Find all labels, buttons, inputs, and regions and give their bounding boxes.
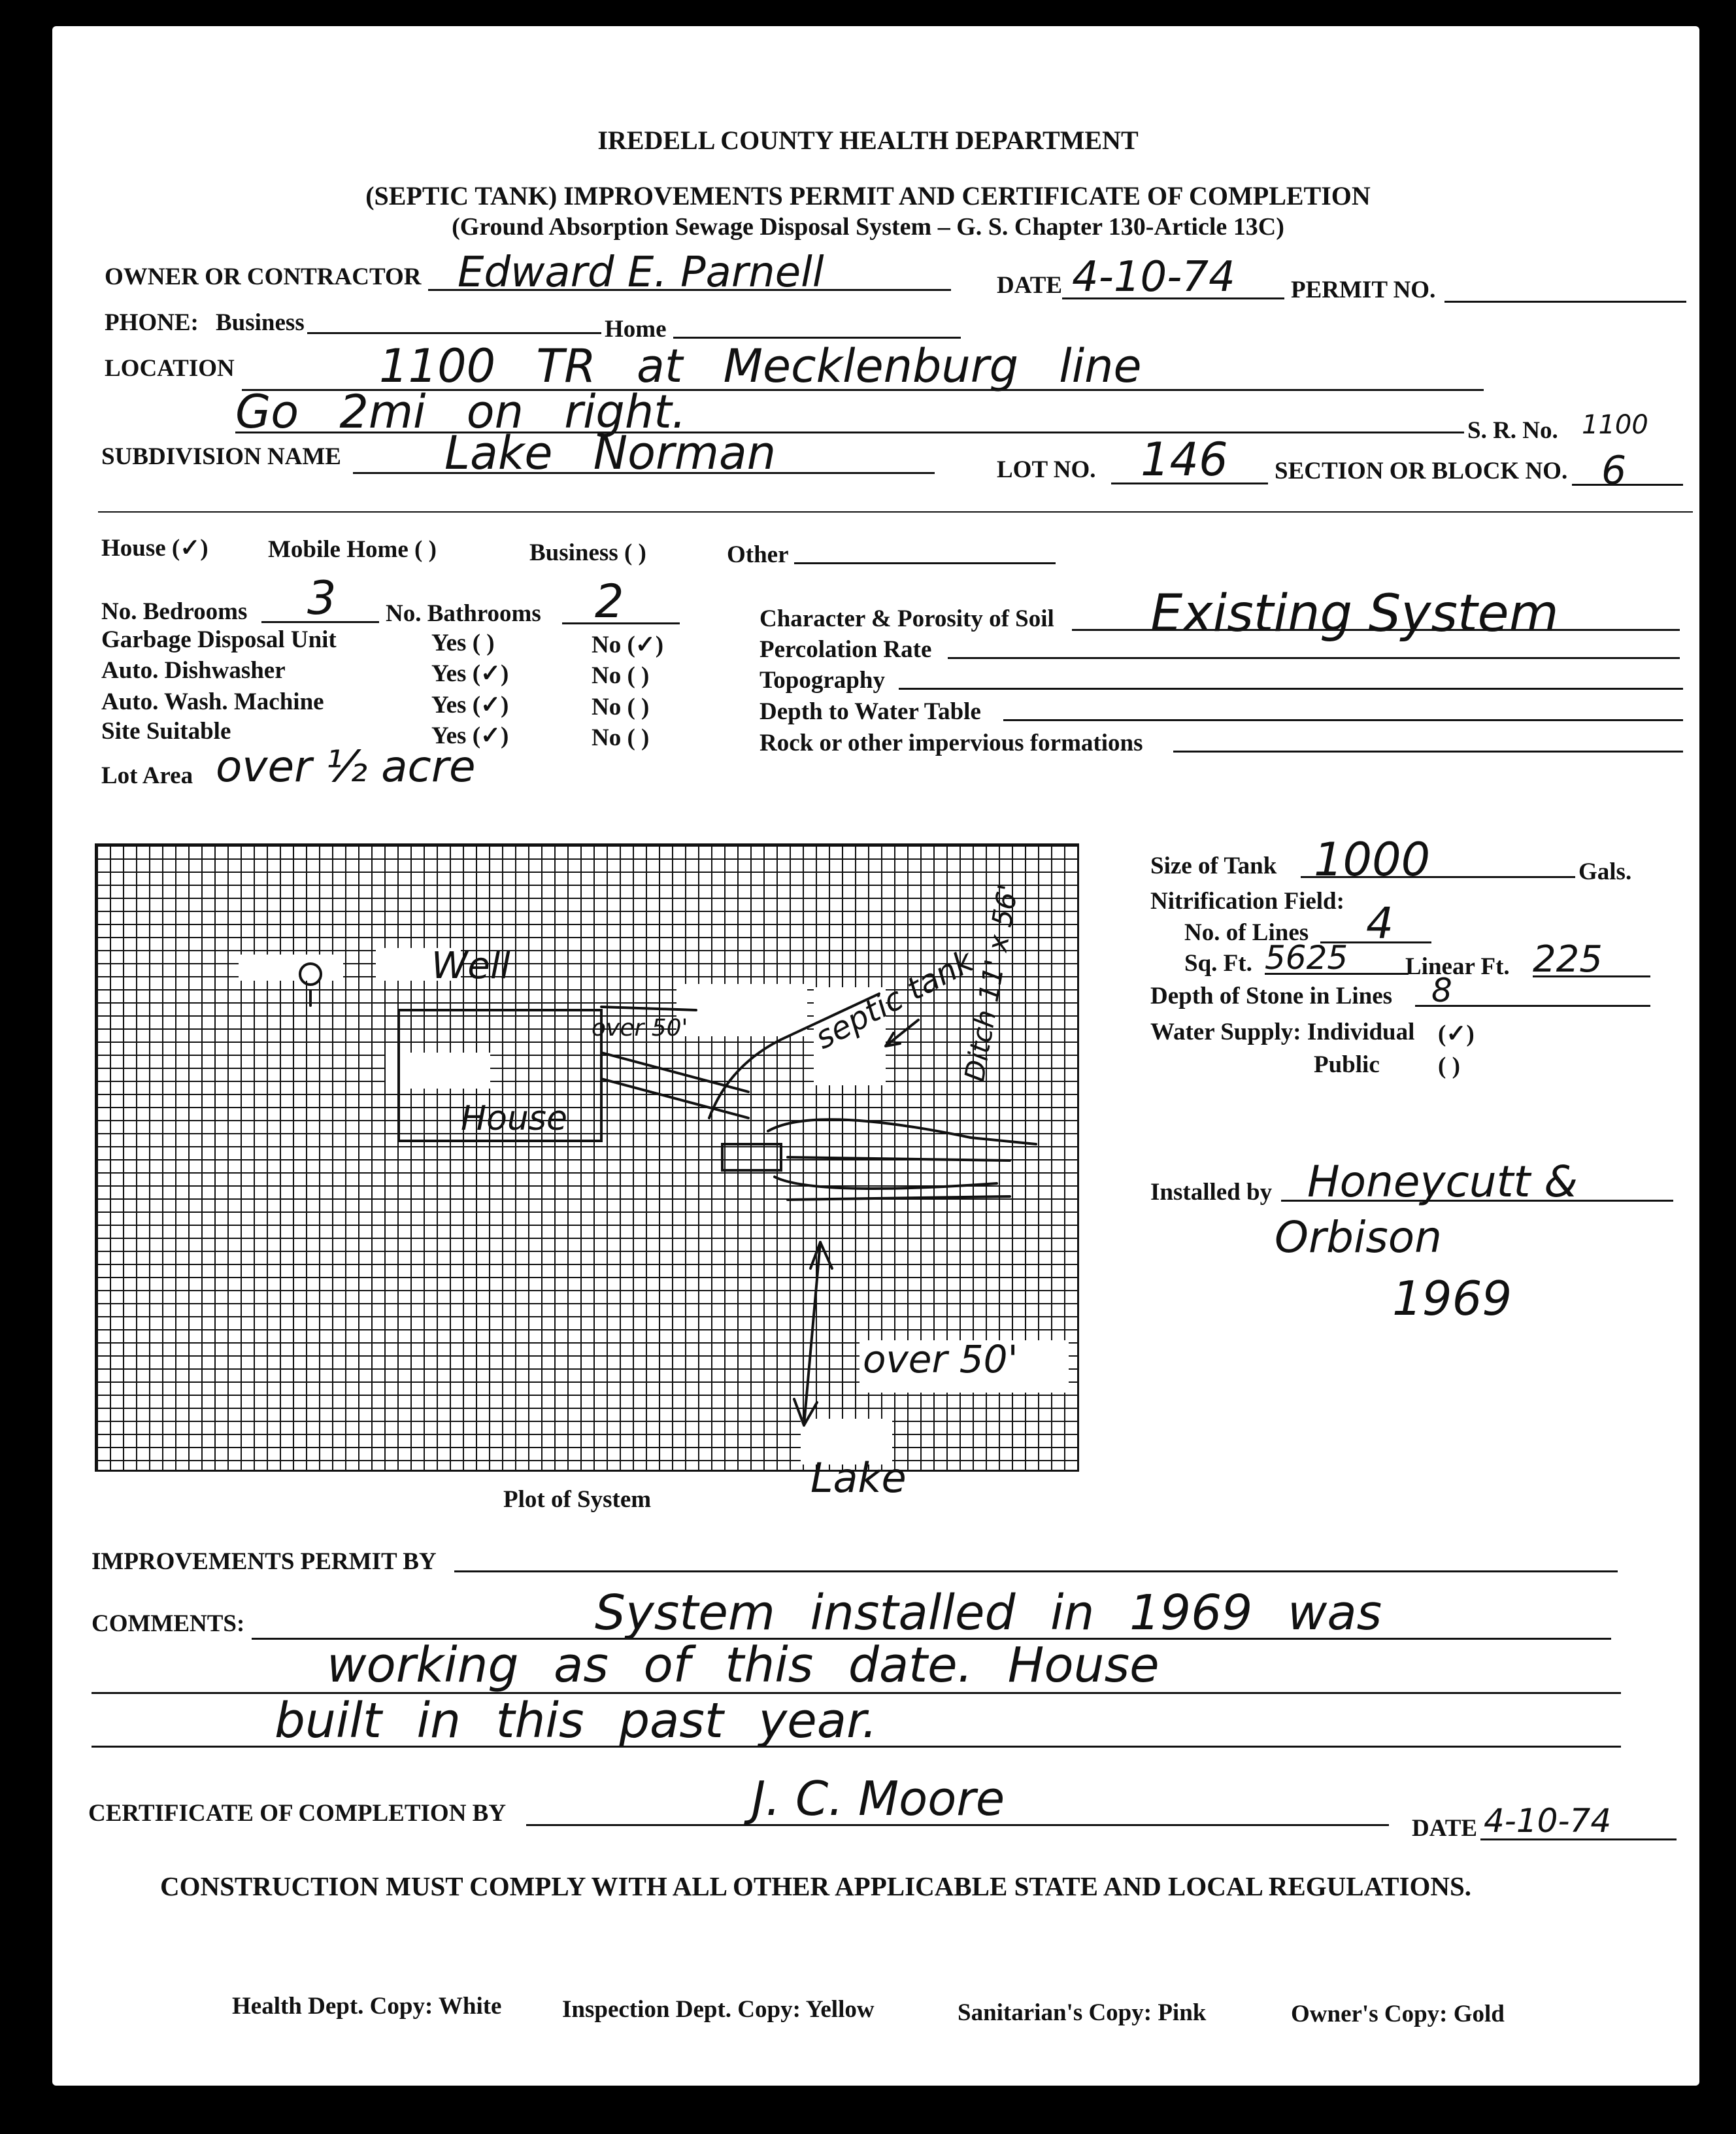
copy-health: Health Dept. Copy: White <box>232 1993 502 2020</box>
water-table-label: Depth to Water Table <box>760 698 981 725</box>
linear-ft-value: 225 <box>1533 938 1603 981</box>
lines-value: 4 <box>1366 898 1394 949</box>
divider <box>98 511 1693 513</box>
form-subtitle: (Ground Absorption Sewage Disposal System – G. S. Chapter 130-Article 13C) <box>452 213 1284 241</box>
plot-lake-label: Lake <box>810 1454 907 1502</box>
comments-line3: built in this past year. <box>275 1693 878 1749</box>
plot-caption: Plot of System <box>503 1486 652 1513</box>
soil-character-value: Existing System <box>1150 584 1559 643</box>
stone-depth-label: Depth of Stone in Lines <box>1150 983 1393 1009</box>
site-no: No ( ) <box>592 724 650 751</box>
installed-by-label: Installed by <box>1150 1179 1273 1206</box>
location-line2-value: Go 2mi on right. <box>235 385 686 439</box>
type-other-line <box>794 562 1056 564</box>
date-value: 4-10-74 <box>1072 253 1235 301</box>
rock-label: Rock or other impervious formations <box>760 730 1143 756</box>
certificate-label: CERTIFICATE OF COMPLETION BY <box>88 1800 507 1827</box>
water-supply-label: Water Supply: Individual <box>1150 1019 1415 1045</box>
phone-label: PHONE: <box>105 309 199 336</box>
business-phone-line <box>307 332 601 334</box>
installed-by-line2: Orbison <box>1275 1212 1442 1262</box>
topography-label: Topography <box>760 667 885 694</box>
sqft-label: Sq. Ft. <box>1184 950 1252 977</box>
water-public-label: Public <box>1314 1051 1380 1078</box>
type-mobile-home: Mobile Home ( ) <box>268 536 437 563</box>
permit-by-line <box>454 1570 1618 1572</box>
home-phone-line <box>673 337 961 339</box>
permit-no-line <box>1444 301 1686 303</box>
subdivision-value: Lake Norman <box>444 426 776 480</box>
compliance-notice: CONSTRUCTION MUST COMPLY WITH ALL OTHER APPLICABLE STATE AND LOCAL REGULATIONS. <box>160 1871 1472 1901</box>
percolation-line <box>948 657 1680 659</box>
date-label: DATE <box>997 272 1063 299</box>
lot-no-value: 146 <box>1141 433 1228 486</box>
washer-yes: Yes (✓) <box>431 692 509 719</box>
bedrooms-value: 3 <box>307 571 337 625</box>
copy-inspection: Inspection Dept. Copy: Yellow <box>562 1996 875 2023</box>
bathrooms-label: No. Bathrooms <box>386 600 541 627</box>
plot-ditch-label: Ditch 11' x 56' <box>958 881 1025 1084</box>
scan-speck <box>20 262 26 268</box>
sr-no-value: 1100 <box>1582 410 1648 440</box>
water-individual-check: (✓) <box>1438 1021 1475 1047</box>
home-phone-label: Home <box>605 316 667 343</box>
soil-character-label: Character & Porosity of Soil <box>760 605 1054 632</box>
comments-line2: working as of this date. House <box>327 1637 1160 1693</box>
tank-size-label: Size of Tank <box>1150 853 1277 879</box>
tank-gals-label: Gals. <box>1578 858 1632 885</box>
water-public-check: ( ) <box>1438 1053 1460 1079</box>
department-title: IREDELL COUNTY HEALTH DEPARTMENT <box>597 126 1139 155</box>
bedrooms-label: No. Bedrooms <box>101 598 248 625</box>
site-label: Site Suitable <box>101 718 231 745</box>
topography-line <box>899 688 1683 690</box>
location-label: LOCATION <box>105 355 235 382</box>
type-house: House (✓) <box>101 535 209 562</box>
plot-septic-tank-label: septic tank <box>809 942 980 1057</box>
bathrooms-value: 2 <box>595 575 624 628</box>
installed-by-year: 1969 <box>1392 1271 1512 1326</box>
plot-over50-bottom-label: over 50' <box>863 1337 1018 1381</box>
sqft-value: 5625 <box>1265 939 1348 977</box>
lot-no-label: LOT NO. <box>997 456 1096 483</box>
lines-label: No. of Lines <box>1184 919 1309 946</box>
scan-speck <box>13 1046 18 1051</box>
owner-value: Edward E. Parnell <box>458 248 824 297</box>
rock-line <box>1173 751 1683 753</box>
comments-label: COMMENTS: <box>92 1610 245 1637</box>
location-line1-value: 1100 TR at Mecklenburg line <box>379 339 1142 393</box>
plot-over50-top-label: over 50' <box>592 1015 688 1042</box>
stone-depth-value: 8 <box>1431 972 1452 1009</box>
plot-house-label: House <box>461 1099 567 1138</box>
business-phone-label: Business <box>216 309 305 336</box>
plot-well-label: Well <box>431 945 510 987</box>
lot-area-label: Lot Area <box>101 762 193 789</box>
form-title: (SEPTIC TANK) IMPROVEMENTS PERMIT AND CERTIFICATE OF COMPLETION <box>365 181 1371 211</box>
permit-no-label: PERMIT NO. <box>1291 277 1436 303</box>
garbage-yes: Yes ( ) <box>431 630 495 656</box>
certificate-date-value: 4-10-74 <box>1484 1802 1612 1840</box>
washer-no: No ( ) <box>592 694 650 720</box>
installed-by-line1: Honeycutt & <box>1307 1157 1578 1207</box>
tank-size-value: 1000 <box>1314 833 1431 887</box>
certificate-date-label: DATE <box>1412 1815 1478 1842</box>
dishwasher-label: Auto. Dishwasher <box>101 657 286 684</box>
dishwasher-no: No ( ) <box>592 662 650 689</box>
owner-label: OWNER OR CONTRACTOR <box>105 263 422 290</box>
section-value: 6 <box>1601 448 1627 494</box>
washer-label: Auto. Wash. Machine <box>101 688 324 715</box>
percolation-label: Percolation Rate <box>760 636 932 663</box>
garbage-label: Garbage Disposal Unit <box>101 626 337 653</box>
water-table-line <box>1003 719 1683 721</box>
certificate-signature: J. C. Moore <box>752 1771 1005 1826</box>
permit-by-label: IMPROVEMENTS PERMIT BY <box>92 1548 437 1575</box>
lot-area-value: over ½ acre <box>216 741 476 792</box>
garbage-no: No (✓) <box>592 632 664 658</box>
sr-no-label: S. R. No. <box>1467 417 1558 444</box>
copy-sanitarian: Sanitarian's Copy: Pink <box>958 1999 1207 2026</box>
subdivision-label: SUBDIVISION NAME <box>101 443 341 470</box>
type-business: Business ( ) <box>529 539 646 566</box>
type-other-label: Other <box>727 541 789 568</box>
section-label: SECTION OR BLOCK NO. <box>1275 458 1568 484</box>
section-line <box>1572 484 1683 486</box>
scan-speck <box>1712 588 1718 594</box>
copy-owner: Owner's Copy: Gold <box>1291 2001 1505 2027</box>
nitrification-label: Nitrification Field: <box>1150 888 1344 915</box>
comments-line1: System installed in 1969 was <box>595 1585 1382 1641</box>
dishwasher-yes: Yes (✓) <box>431 660 509 687</box>
linear-ft-label: Linear Ft. <box>1405 953 1510 980</box>
site-yes: Yes (✓) <box>431 722 509 749</box>
